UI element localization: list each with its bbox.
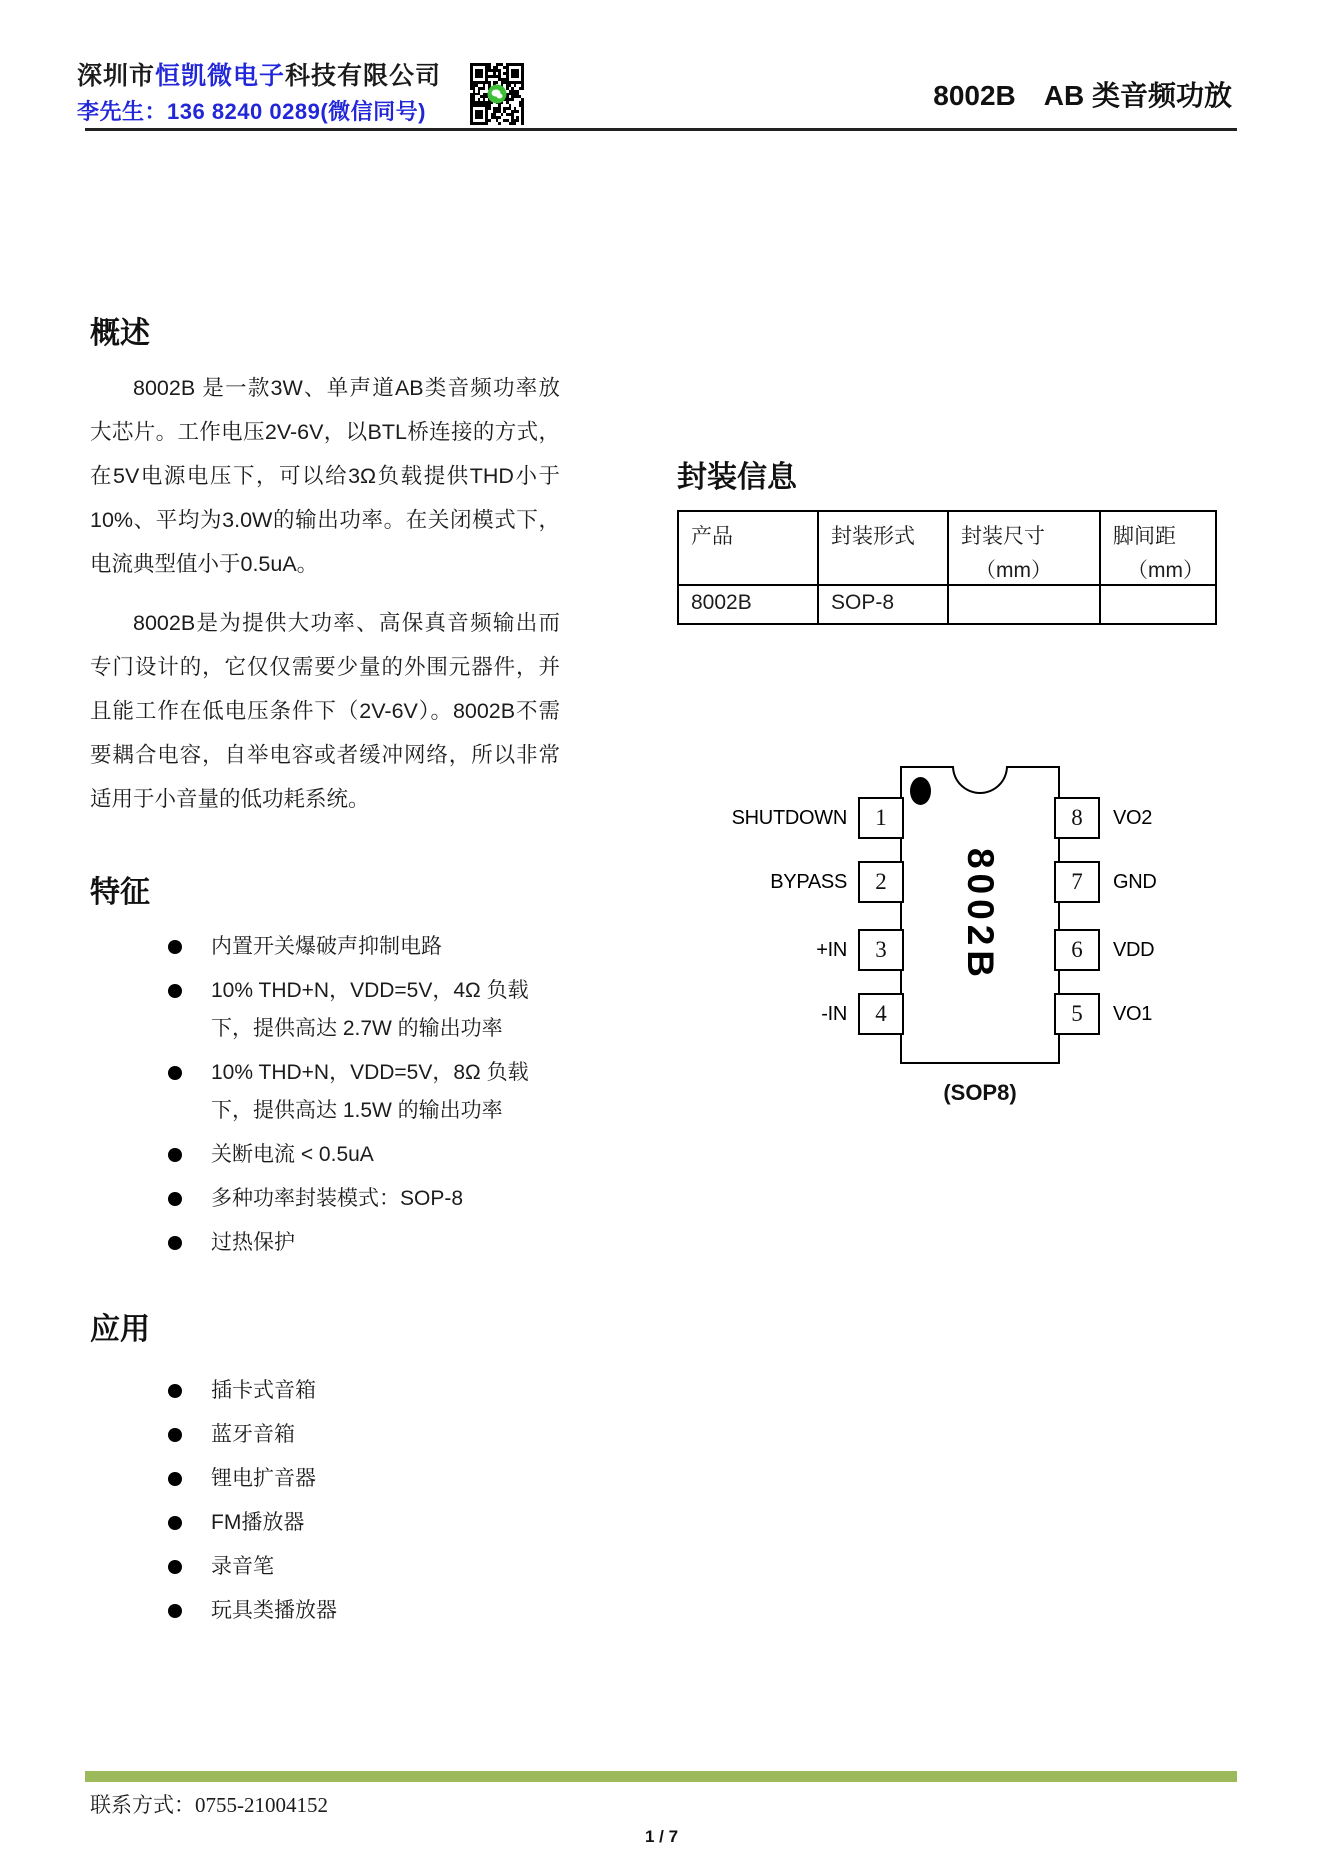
pin-label: +IN bbox=[816, 938, 847, 961]
col-header-pin-pitch: 脚间距 （mm） bbox=[1100, 511, 1216, 585]
pin-row-bypass bbox=[560, 861, 904, 903]
pin-number: 7 bbox=[1071, 869, 1083, 894]
footer-contact: 联系方式：0755-21004152 bbox=[90, 1793, 328, 1817]
bullet-icon bbox=[168, 1066, 182, 1080]
footer-green-bar bbox=[85, 1771, 1237, 1782]
bullet-icon bbox=[168, 984, 182, 998]
pin-number: 8 bbox=[1071, 805, 1083, 830]
left-column bbox=[90, 316, 560, 1640]
bullet-icon bbox=[168, 1148, 182, 1162]
application-text: 录音笔 bbox=[211, 1555, 274, 1578]
pin-row-vo1 bbox=[1054, 993, 1323, 1035]
pin-box bbox=[1054, 797, 1100, 839]
pin-box bbox=[858, 993, 904, 1035]
bullet-icon bbox=[168, 1384, 182, 1398]
bullet-icon bbox=[168, 1428, 182, 1442]
pin-number: 4 bbox=[875, 1001, 887, 1026]
bullet-icon bbox=[168, 1472, 182, 1486]
pin-box bbox=[858, 797, 904, 839]
pin-number: 6 bbox=[1071, 937, 1083, 962]
pin-box bbox=[1054, 929, 1100, 971]
pin-label: VDD bbox=[1113, 938, 1155, 961]
pin-box bbox=[858, 929, 904, 971]
feature-item bbox=[168, 972, 560, 1048]
feature-text: 多种功率封装模式：SOP-8 bbox=[211, 1187, 464, 1210]
cell-package-size bbox=[948, 585, 1100, 624]
chip-body bbox=[900, 766, 1060, 1064]
bullet-icon bbox=[168, 1192, 182, 1206]
table-row bbox=[678, 585, 1216, 624]
feature-text: 10% THD+N，VDD=5V，4Ω 负载下，提供高达 2.7W 的输出功率 bbox=[211, 979, 529, 1040]
application-item bbox=[168, 1552, 560, 1582]
cell-package-type: SOP-8 bbox=[818, 585, 948, 624]
pin-row-vdd bbox=[1054, 929, 1323, 971]
pin-row-gnd bbox=[1054, 861, 1323, 903]
feature-item bbox=[168, 1180, 560, 1218]
features-heading: 特征 bbox=[90, 876, 150, 909]
header-divider bbox=[85, 128, 1237, 131]
application-item bbox=[168, 1420, 560, 1450]
application-item bbox=[168, 1508, 560, 1538]
contact-phone: 李先生：136 8240 0289(微信同号) bbox=[77, 99, 426, 124]
pin-number: 2 bbox=[875, 869, 887, 894]
page-number: 1 / 7 bbox=[644, 1827, 679, 1846]
pin-box bbox=[1054, 861, 1100, 903]
bullet-icon bbox=[168, 940, 182, 954]
application-text: 蓝牙音箱 bbox=[211, 1423, 295, 1446]
pin-box bbox=[1054, 993, 1100, 1035]
application-text: 锂电扩音器 bbox=[211, 1467, 316, 1490]
company-prefix: 深圳市 bbox=[77, 62, 156, 90]
pin-label: SHUTDOWN bbox=[731, 806, 847, 829]
pin-label: VO2 bbox=[1113, 806, 1153, 829]
wechat-qr-icon bbox=[470, 63, 524, 125]
col-header-package-type: 封装形式 bbox=[818, 511, 948, 585]
application-item bbox=[168, 1596, 560, 1626]
bullet-icon bbox=[168, 1236, 182, 1250]
pin-label: GND bbox=[1113, 870, 1157, 893]
feature-item bbox=[168, 1224, 560, 1262]
wechat-logo-icon bbox=[488, 85, 507, 104]
overview-paragraph-2: 8002B是为提供大功率、高保真音频输出而专门设计的，它仅仅需要少量的外围元器件，并且能工作在低电压条件下（2V-6V）。8002B不需要耦合电容，自举电容或者缓冲网络，所以非常适用于小音量的低功耗系统。 bbox=[90, 611, 560, 811]
bullet-icon bbox=[168, 1516, 182, 1530]
pin-number: 5 bbox=[1071, 1001, 1083, 1026]
feature-text: 关断电流 < 0.5uA bbox=[211, 1143, 374, 1166]
table-header-row bbox=[678, 511, 1216, 585]
pin-box bbox=[858, 861, 904, 903]
feature-text: 10% THD+N，VDD=5V，8Ω 负载下，提供高达 1.5W 的输出功率 bbox=[211, 1061, 529, 1122]
col-header-package-size: 封装尺寸 （mm） bbox=[948, 511, 1100, 585]
cell-product: 8002B bbox=[678, 585, 818, 624]
page-title: 8002B AB 类音频功放 bbox=[933, 80, 1232, 111]
pin-row-minus-in bbox=[560, 993, 904, 1035]
feature-item bbox=[168, 1054, 560, 1130]
application-text: FM播放器 bbox=[211, 1511, 305, 1534]
application-text: 玩具类播放器 bbox=[211, 1599, 337, 1622]
pin-label: VO1 bbox=[1113, 1002, 1153, 1025]
pin-row-plus-in bbox=[560, 929, 904, 971]
feature-text: 过热保护 bbox=[211, 1231, 295, 1254]
pin-number: 1 bbox=[875, 805, 887, 830]
col-header-product: 产品 bbox=[678, 511, 818, 585]
feature-item bbox=[168, 1136, 560, 1174]
application-item bbox=[168, 1376, 560, 1406]
chip-label: 8002B bbox=[960, 847, 1001, 983]
pin-label: -IN bbox=[821, 1002, 847, 1025]
overview-paragraph-1: 8002B 是一款3W、单声道AB类音频功率放大芯片。工作电压2V-6V，以BTL桥连接的方式，在5V电源电压下，可以给3Ω负载提供THD小于10%、平均为3.0W的输出功率。在关闭模式下，电流典型值小于0.5uA。 bbox=[90, 376, 560, 576]
feature-item bbox=[168, 928, 560, 966]
package-info-heading: 封装信息 bbox=[677, 461, 797, 494]
company-name bbox=[77, 56, 441, 92]
applications-list bbox=[90, 1376, 560, 1626]
cell-pin-pitch bbox=[1100, 585, 1216, 624]
pin-number: 3 bbox=[875, 937, 887, 962]
application-item bbox=[168, 1464, 560, 1494]
applications-heading: 应用 bbox=[90, 1313, 150, 1346]
bullet-icon bbox=[168, 1560, 182, 1574]
feature-text: 内置开关爆破声抑制电路 bbox=[211, 935, 442, 958]
package-type-label: (SOP8) bbox=[943, 1080, 1017, 1105]
package-info-table bbox=[677, 510, 1217, 625]
application-text: 插卡式音箱 bbox=[211, 1379, 316, 1402]
company-brand: 恒凯微电子 bbox=[155, 62, 286, 90]
pin-row-shutdown bbox=[560, 797, 904, 839]
company-suffix: 科技有限公司 bbox=[285, 62, 442, 90]
pin-row-vo2 bbox=[1054, 797, 1323, 839]
features-list bbox=[90, 928, 560, 1262]
bullet-icon bbox=[168, 1604, 182, 1618]
pin-label: BYPASS bbox=[770, 870, 847, 893]
overview-heading: 概述 bbox=[90, 317, 150, 350]
